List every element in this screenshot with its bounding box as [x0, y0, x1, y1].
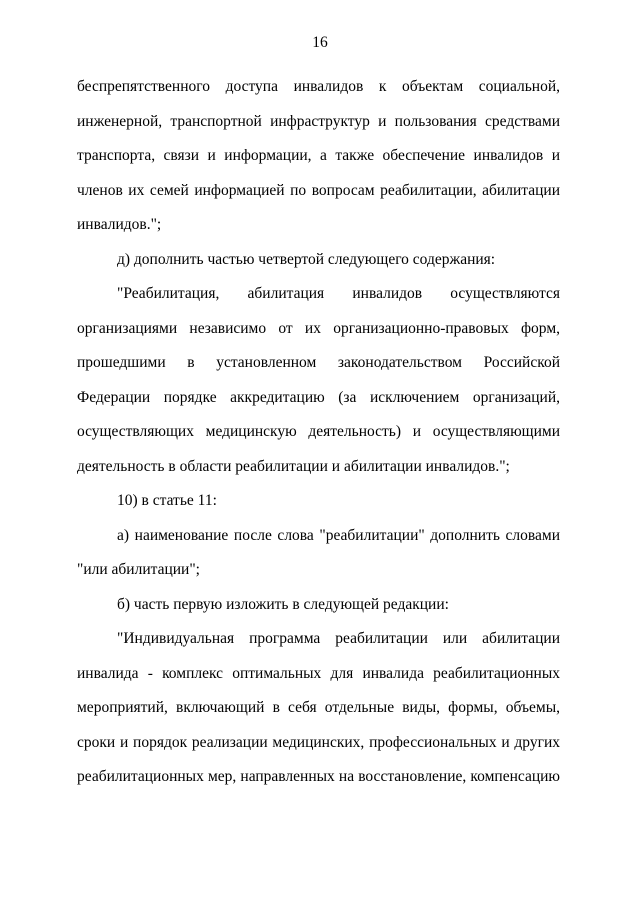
page-number: 16: [312, 34, 328, 51]
paragraph-article-11: 10) в статье 11:: [117, 492, 217, 509]
paragraph-amendment-d: д) дополнить частью четвертой следующего содержания:: [117, 250, 496, 268]
paragraph-quoted-rehabilitation: "Реабилитация, абилитация инвалидов осуществляются организациями независимо от их организационно-правовых форм, прошедшими в установленном законодательством Российской Федерации порядке аккредитацию (за исключением организаций, осуществляющих медицинскую деятельность) и осуществляющими деятельность в области реабилитации и абилитации инвалидов.";: [77, 285, 560, 475]
document-body: [77, 70, 560, 795]
paragraph-quoted-individual-program: "Индивидуальная программа реабилитации или абилитации инвалида - комплекс оптимальных для инвалида реабилитационных мероприятий, включающий в себя отдельные виды, формы, объемы, сроки и порядок реализации медицинских, профессиональных и других реабилитационных мер, направленных на восстановление, компенсацию: [77, 630, 560, 785]
paragraph-amendment-a: а) наименование после слова "реабилитации" дополнить словами "или абилитации";: [77, 526, 560, 578]
paragraph-amendment-b: б) часть первую изложить в следующей редакции:: [117, 595, 449, 613]
paragraph-continuation: беспрепятственного доступа инвалидов к объектам социальной, инженерной, транспортной инфраструктур и пользования средствами транспорта, связи и информации, а также обеспечение инвалидов и членов их семей информацией по вопросам реабилитации, абилитации инвалидов.";: [77, 78, 560, 233]
